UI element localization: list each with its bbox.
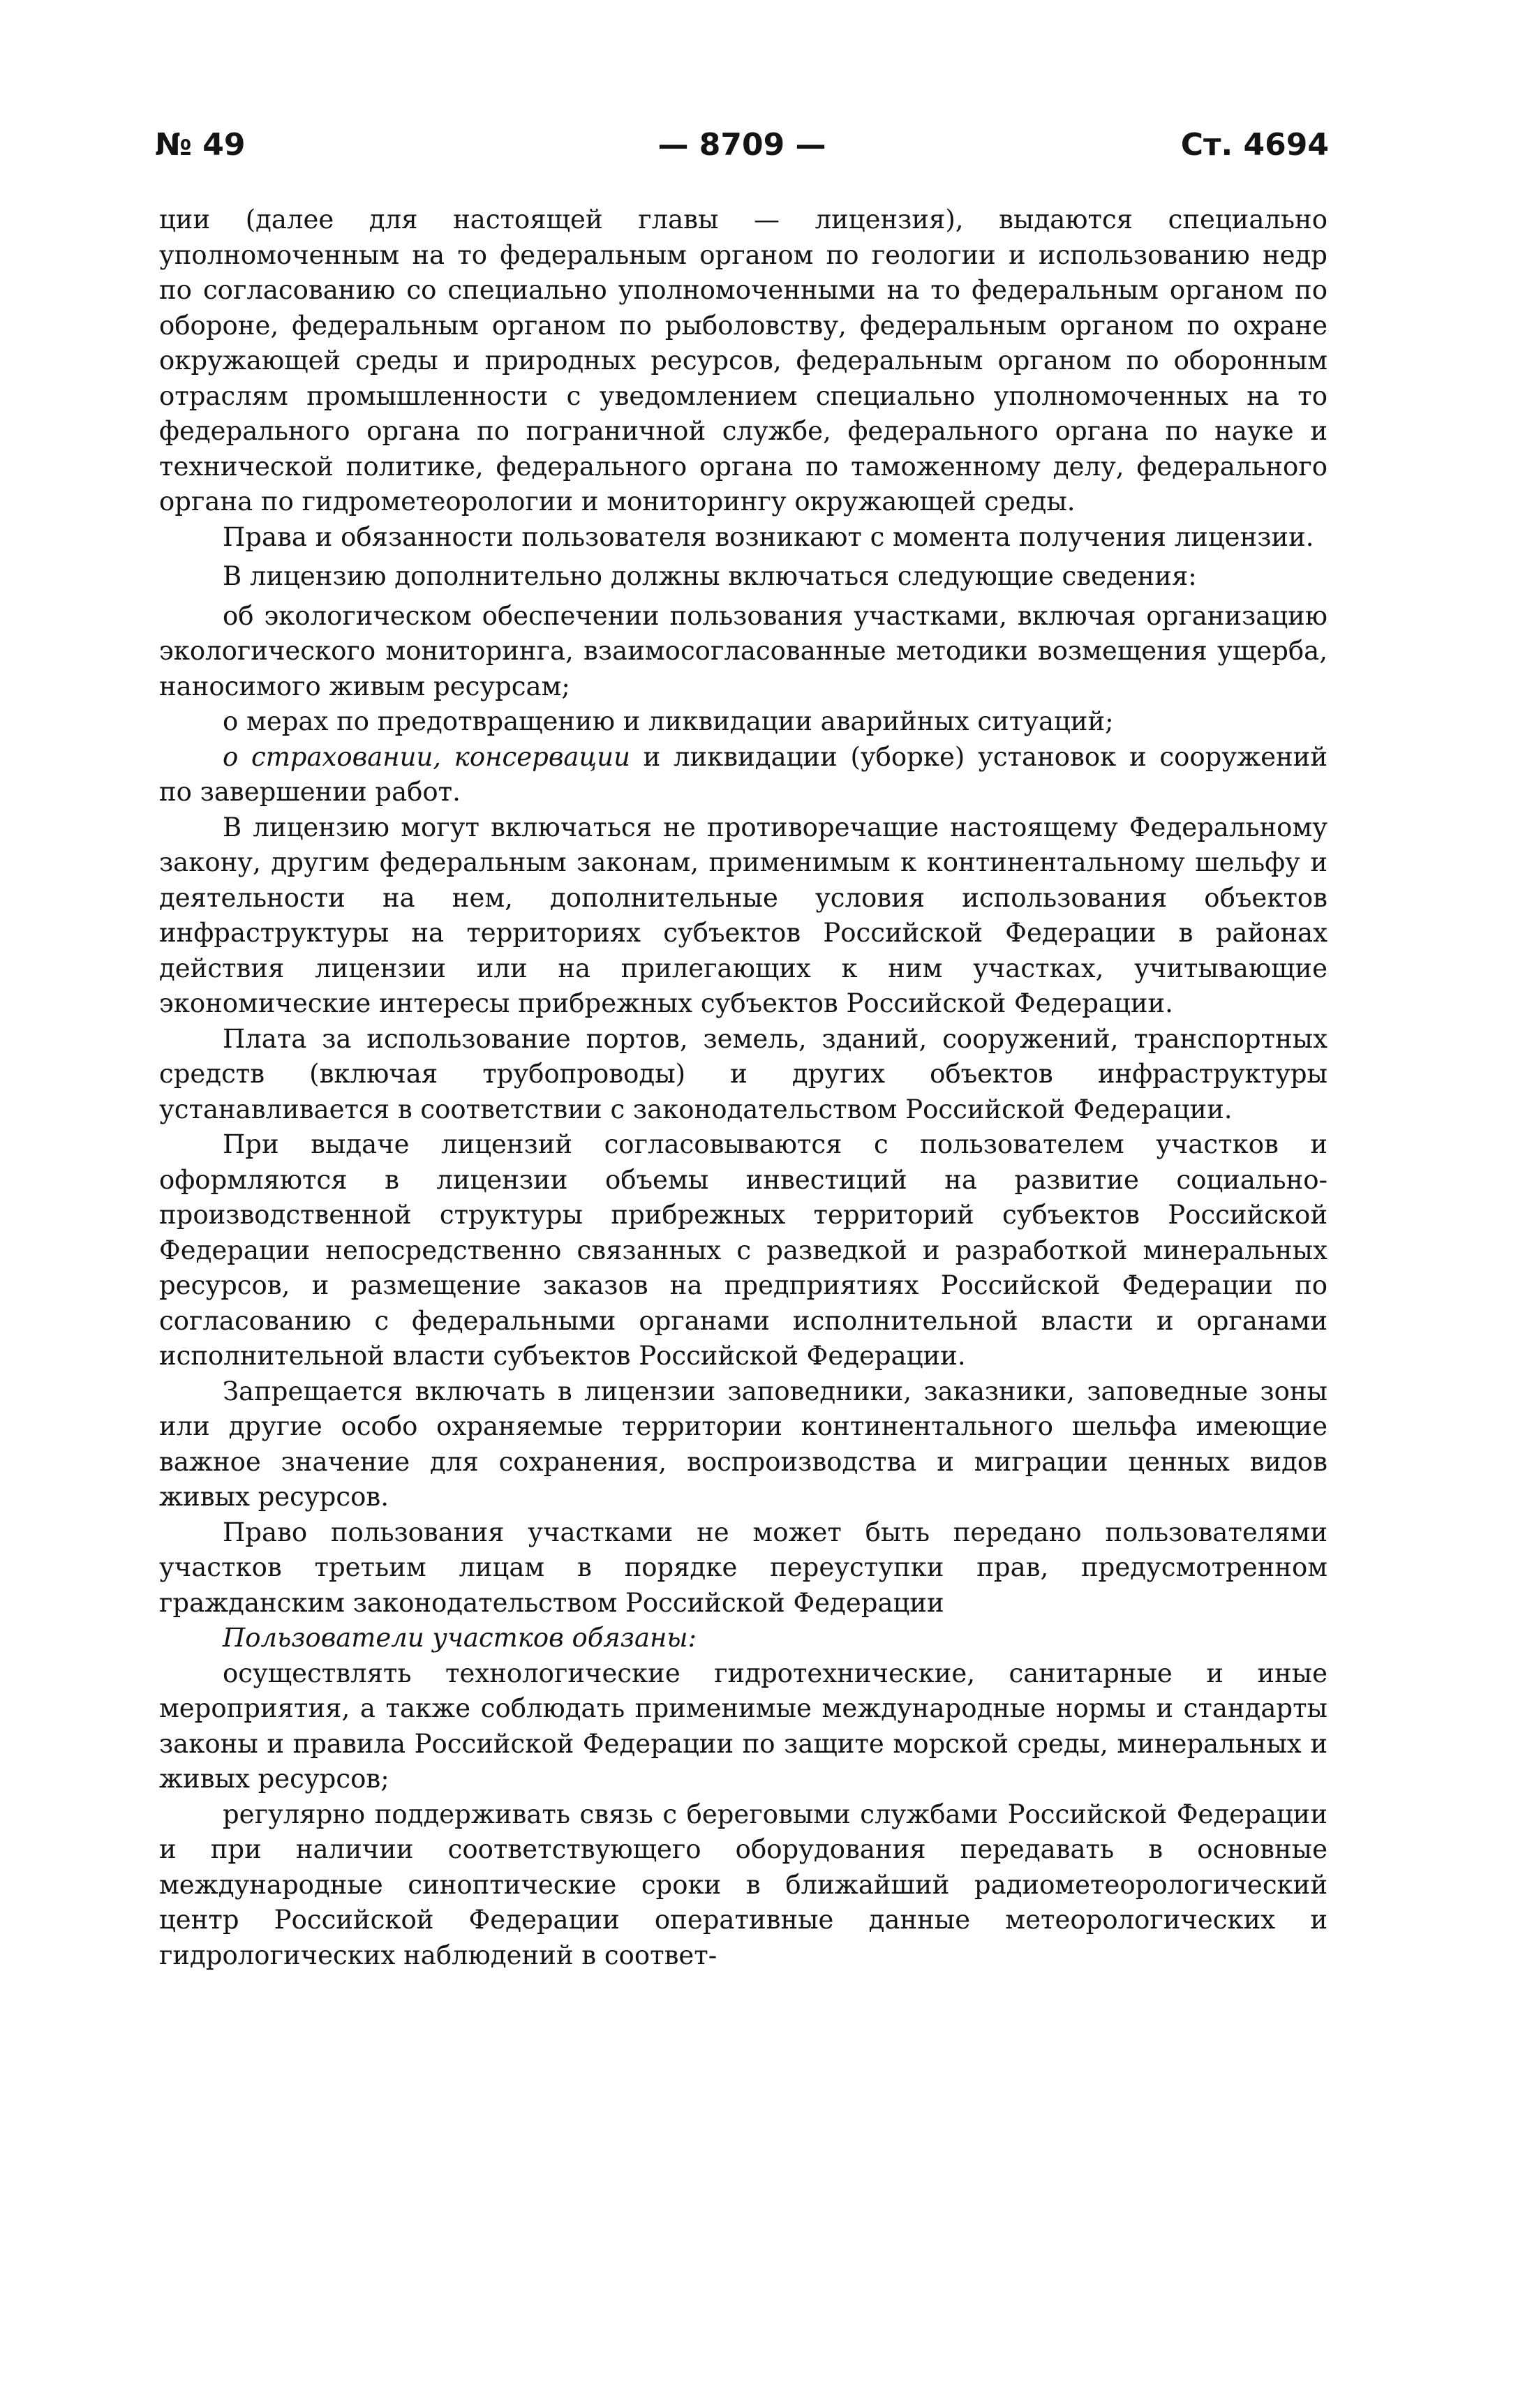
paragraph-heading: Пользователи участков обязаны:: [223, 1623, 697, 1653]
paragraph: [159, 740, 1328, 810]
page-number: — 8709 —: [657, 127, 826, 163]
page-header: [155, 124, 1329, 166]
paragraph: Плата за использование портов, земель, зданий, сооружений, транспортных средств (включая трубопроводы) и других объектов инфраструктуры устанавливается в соответствии с законодательством Российской Федерации.: [159, 1023, 1328, 1124]
paragraph: Запрещается включать в лицензии заповедники, заказники, заповедные зоны или другие особо охраняемые территории континентального шельфа имеющие важное значение для сохранения, воспроизводства и миграции ценных видов живых ресурсов.: [159, 1376, 1328, 1512]
paragraph: Право пользования участками не может быть передано пользователями участков третьим лицам в порядке переуступки прав, предусмотренном гражданским законодательством Российской Федерации: [159, 1517, 1328, 1618]
paragraph: В лицензию дополнительно должны включаться следующие сведения:: [223, 561, 1197, 591]
paragraph: В лицензию могут включаться не противоречащие настоящему Федеральному закону, другим федеральным законам, применимым к континентальному шельфу и деятельности на нем, дополнительные условия использования объектов инфраструктуры на территориях субъектов Российской Федерации в районах действия лицензии или на прилегающих к ним участках, учитывающие экономические интересы прибрежных субъектов Российской Федерации.: [159, 812, 1328, 1018]
paragraph: осуществлять технологические гидротехнические, санитарные и иные мероприятия, а также соблюдать применимые международные нормы и стандарты законы и правила Российской Федерации по защите морской среды, минеральных и живых ресурсов;: [159, 1658, 1328, 1794]
paragraph: об экологическом обеспечении пользования участками, включая организацию экологического мониторинга, взаимосогласованные методики возмещения ущерба, наносимого живым ресурсам;: [159, 600, 1328, 701]
paragraph: Права и обязанности пользователя возникают с момента получения лицензии.: [223, 521, 1314, 552]
body-text: [159, 202, 1328, 1973]
paragraph: ции (далее для настоящей главы — лицензия), выдаются специально уполномоченным на то федеральным органом по геологии и использованию недр по согласованию со специально уполномоченными на то федеральным органом по обороне, федеральным органом по рыболовству, федеральным органом по охране окружающей среды и природных ресурсов, федеральным органом по оборонным отраслям промышленности с уведомлением специально уполномоченных на то федерального органа по пограничной службе, федерального органа по науке и технической политике, федерального органа по таможенному делу, федерального органа по гидрометеорологии и мониторингу окружающей среды.: [159, 205, 1328, 516]
article-number: Ст. 4694: [1180, 127, 1329, 163]
paragraph: При выдаче лицензий согласовываются с пользователем участков и оформляются в лицензии объемы инвестиций на развитие социально-производственной структуры прибрежных территорий субъектов Российской Федерации непосредственно связанных с разведкой и разработкой минеральных ресурсов, и размещение заказов на предприятиях Российской Федерации по согласованию с федеральными органами исполнительной власти и органами исполнительной власти субъектов Российской Федерации.: [159, 1129, 1328, 1371]
italic-lead: о страховании, консервации: [223, 741, 630, 772]
paragraph: о мерах по предотвращению и ликвидации аварийных ситуаций;: [223, 706, 1114, 736]
paragraph: регулярно поддерживать связь с береговыми службами Российской Федерации и при наличии соответствующего оборудования передавать в основные международные синоптические сроки в ближайший радиометеорологический центр Российской Федерации оперативные данные метеорологических и гидрологических наблюдений в соответ-: [159, 1799, 1328, 1970]
paragraph-rest: и ликвидации (уборке) установок и сооружений по завершении работ.: [159, 741, 1328, 807]
issue-number: № 49: [155, 127, 246, 163]
